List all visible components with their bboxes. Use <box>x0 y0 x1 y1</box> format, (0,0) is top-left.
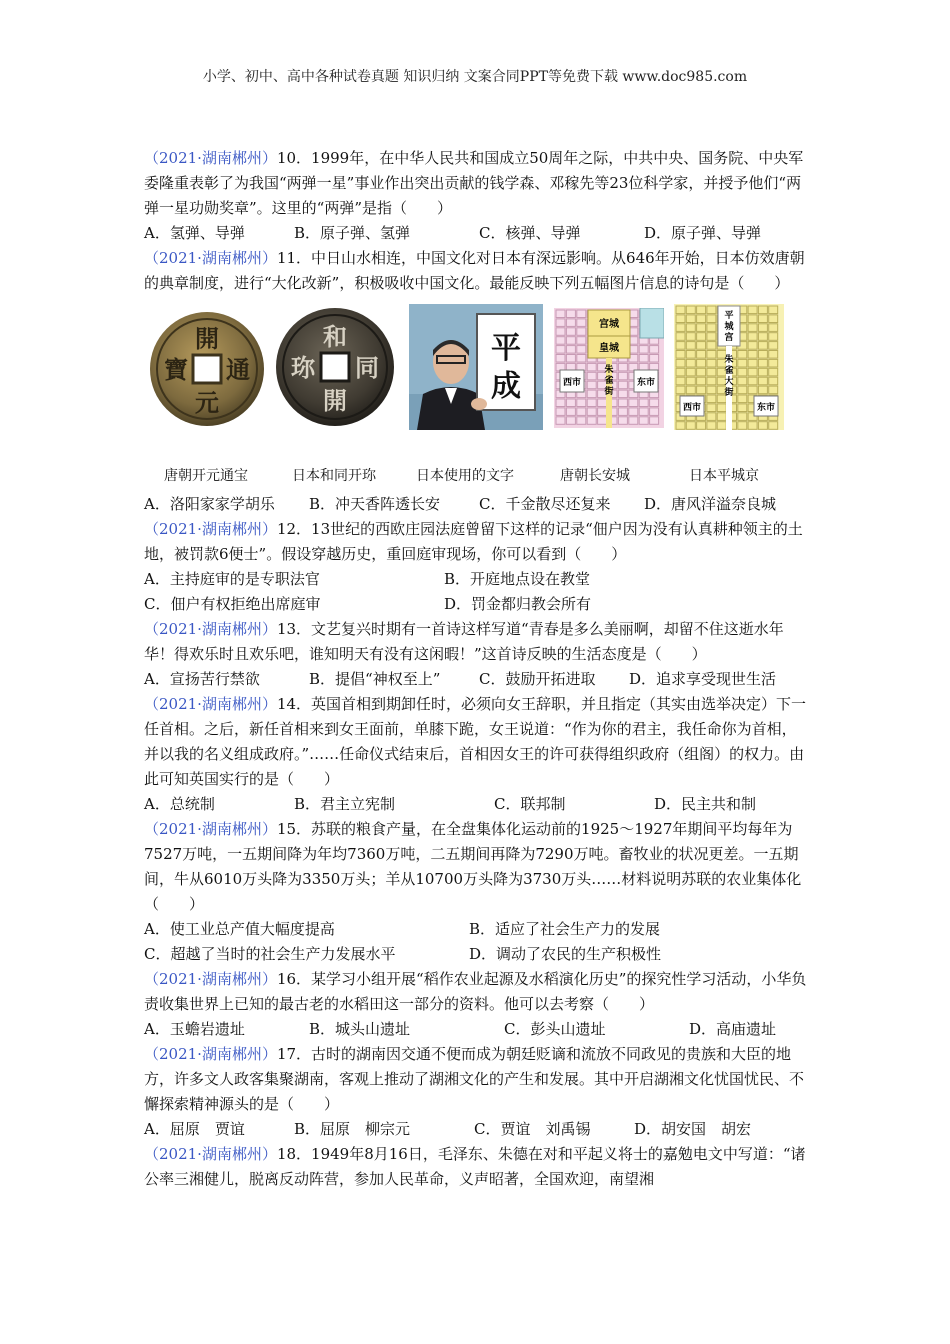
source-tag: （2021·湖南郴州） <box>144 1145 277 1163</box>
map-block <box>556 310 565 318</box>
map-label-char: 宫 <box>724 333 734 343</box>
source-tag: （2021·湖南郴州） <box>144 520 277 538</box>
map-block <box>577 408 586 416</box>
option-d: D．调动了农民的生产积极性 <box>469 945 662 963</box>
options-row <box>144 221 810 246</box>
map-block <box>738 395 747 403</box>
map-block <box>748 351 757 359</box>
source-tag: （2021·湖南郴州） <box>144 820 277 838</box>
option-d: D．民主共和制 <box>654 795 757 813</box>
map-label-char: 平 <box>724 311 734 321</box>
map-block <box>758 333 767 341</box>
map-block <box>738 386 747 394</box>
option-a: A．屈原 贾谊 <box>144 1120 245 1138</box>
option-a: A．洛阳家家学胡乐 <box>144 495 275 513</box>
caption: 唐朝长安城 <box>560 468 630 484</box>
map-block <box>707 413 716 421</box>
map-block <box>748 377 757 385</box>
map-block <box>738 404 747 412</box>
map-block <box>697 351 706 359</box>
option-a: A．主持庭审的是专职法官 <box>144 570 320 588</box>
options-row <box>144 1117 810 1142</box>
map-block <box>758 306 767 314</box>
sign-char: 平 <box>491 331 521 366</box>
map-block <box>707 306 716 314</box>
option-c: C．联邦制 <box>494 795 566 813</box>
options-grid <box>144 917 810 967</box>
map-block <box>676 359 685 367</box>
map-block <box>598 417 607 425</box>
map-block <box>697 342 706 350</box>
map-block <box>618 372 627 380</box>
caption: 日本和同开珎 <box>292 468 376 484</box>
map-block <box>587 363 596 371</box>
map-block <box>556 337 565 345</box>
option-a: A．氢弹、导弹 <box>144 224 245 242</box>
source-tag: （2021·湖南郴州） <box>144 149 277 167</box>
wadokaichin-coin-image <box>274 306 396 428</box>
question-text: 16．某学习小组开展“稻作农业起源及水稻演化历史”的探究性学习活动，小华负责收集世界上已知的最古老的水稻田这一部分的资料。他可以去考察（ ） <box>144 970 807 1013</box>
map-block <box>577 346 586 354</box>
option-b: B．开庭地点设在教堂 <box>444 570 591 588</box>
map-block <box>738 413 747 421</box>
map-block <box>697 377 706 385</box>
option-c: C．佃户有权拒绝出席庭审 <box>144 595 321 613</box>
source-tag: （2021·湖南郴州） <box>144 249 277 267</box>
map-block <box>769 333 778 341</box>
map-block <box>676 422 685 430</box>
question-15 <box>144 817 810 917</box>
map-block <box>707 324 716 332</box>
map-block <box>686 342 695 350</box>
question-18 <box>144 1142 810 1192</box>
map-block <box>707 333 716 341</box>
map-block <box>676 342 685 350</box>
map-block <box>556 319 565 327</box>
map-block <box>587 381 596 389</box>
map-block <box>650 346 659 354</box>
map-block <box>769 324 778 332</box>
map-block <box>650 355 659 363</box>
map-block <box>697 315 706 323</box>
map-block <box>686 351 695 359</box>
map-block <box>577 319 586 327</box>
option-c: C．贾谊 刘禹锡 <box>474 1120 591 1138</box>
option-c: C．彭头山遗址 <box>504 1020 606 1038</box>
option-b: B．君主立宪制 <box>294 795 396 813</box>
map-label-char: 街 <box>604 387 614 397</box>
changan-city-map <box>554 308 664 428</box>
map-block <box>556 399 565 407</box>
map-block <box>629 408 638 416</box>
map-block <box>618 390 627 398</box>
option-c: C．千金散尽还复来 <box>479 495 611 513</box>
option-d: D．胡安国 胡宏 <box>634 1120 752 1138</box>
map-block <box>717 413 726 421</box>
option-d: D．罚金都归教会所有 <box>444 595 592 613</box>
map-block <box>738 422 747 430</box>
source-tag: （2021·湖南郴州） <box>144 970 277 988</box>
option-b: B．适应了社会生产力的发展 <box>469 920 661 938</box>
question-13 <box>144 617 810 667</box>
coin-char: 珎 <box>291 353 315 382</box>
map-block <box>686 306 695 314</box>
question-11-images <box>144 304 810 454</box>
map-block <box>769 377 778 385</box>
coin-char: 開 <box>323 386 347 415</box>
map-block <box>566 399 575 407</box>
caption: 日本使用的文字 <box>416 468 514 484</box>
map-block <box>758 368 767 376</box>
map-block <box>707 386 716 394</box>
question-text: 11．中日山水相连，中国文化对日本有深远影响。从646年开始，日本仿效唐朝的典章制度，进行“大化改新”，积极吸收中国文化。最能反映下列五幅图片信息的诗句是（ ） <box>144 249 805 292</box>
question-text: 10．1999年，在中华人民共和国成立50周年之际，中共中央、国务院、中央军委隆重表彰了为我国“两弹一星”事业作出突出贡献的钱学森、邓稼先等23位科学家，并授予他们“两弹一星功勋奖章”。这里的“两弹”是指（ ） <box>144 149 804 217</box>
map-block <box>738 359 747 367</box>
map-block <box>566 310 575 318</box>
option-a: A．玉蟾岩遗址 <box>144 1020 245 1038</box>
source-tag: （2021·湖南郴州） <box>144 620 277 638</box>
question-17 <box>144 1042 810 1117</box>
map-block <box>577 355 586 363</box>
map-block <box>748 342 757 350</box>
map-block <box>566 337 575 345</box>
question-text: 17．古时的湖南因交通不便而成为朝廷贬谪和流放不同政见的贵族和大臣的地方，许多文人政客集聚湖南，客观上推动了湖湘文化的产生和发展。其中开启湖湘文化忧国忧民、不懈探索精神源头的是（ ） <box>144 1045 805 1113</box>
option-b: B．冲天香阵透长安 <box>309 495 441 513</box>
map-block <box>697 422 706 430</box>
option-a: A．使工业总产值大幅度提高 <box>144 920 335 938</box>
map-label: 西市 <box>682 403 702 413</box>
map-label: 西市 <box>562 378 582 388</box>
question-text: 14．英国首相到期卸任时，必须向女王辞职，并且指定（其实由选举决定）下一任首相。之后，新任首相来到女王面前，单膝下跪，女王说道：“作为你的君主，我任命你为首相，并以我的名义组成政府。”……任命仪式结束后，首相因女王的许可获得组织政府（组阁）的权力。由此可知英国实行的是（ ） <box>144 695 807 788</box>
map-block <box>686 359 695 367</box>
map-block <box>566 417 575 425</box>
map-block <box>758 342 767 350</box>
map-block <box>707 351 716 359</box>
map-block <box>758 324 767 332</box>
map-block <box>748 306 757 314</box>
map-block <box>577 337 586 345</box>
map-label: 东市 <box>636 378 656 388</box>
question-12 <box>144 517 810 567</box>
map-block <box>618 408 627 416</box>
options-grid <box>144 567 810 617</box>
option-d: D．唐风洋溢奈良城 <box>644 495 777 513</box>
map-label: 东市 <box>756 403 776 413</box>
map-block <box>676 306 685 314</box>
map-block <box>686 386 695 394</box>
map-label-char: 雀 <box>724 366 734 376</box>
map-block <box>598 399 607 407</box>
question-11 <box>144 246 810 296</box>
option-a: A．总统制 <box>144 795 215 813</box>
map-block <box>697 359 706 367</box>
option-b: B．原子弹、氢弹 <box>294 224 411 242</box>
map-block <box>676 351 685 359</box>
map-block <box>650 417 659 425</box>
map-block <box>769 306 778 314</box>
source-tag: （2021·湖南郴州） <box>144 1045 277 1063</box>
map-block <box>748 422 757 430</box>
map-block <box>686 377 695 385</box>
options-row <box>144 792 810 817</box>
option-b: B．提倡“神权至上” <box>309 670 441 688</box>
map-block <box>676 333 685 341</box>
option-c: C．核弹、导弹 <box>479 224 581 242</box>
map-vertical-label <box>603 363 613 397</box>
map-block <box>587 372 596 380</box>
map-block <box>748 324 757 332</box>
map-block <box>676 377 685 385</box>
map-block <box>676 324 685 332</box>
source-tag: （2021·湖南郴州） <box>144 695 277 713</box>
map-block <box>686 422 695 430</box>
map-block <box>566 346 575 354</box>
map-block <box>748 333 757 341</box>
map-block <box>577 310 586 318</box>
map-block <box>758 377 767 385</box>
map-block <box>556 408 565 416</box>
map-block <box>639 355 648 363</box>
map-block <box>587 417 596 425</box>
sign-char: 成 <box>491 369 521 404</box>
map-block <box>769 359 778 367</box>
coin-char: 通 <box>226 355 250 384</box>
exam-content <box>144 146 810 1192</box>
map-block <box>618 417 627 425</box>
map-block <box>707 377 716 385</box>
map-block <box>618 399 627 407</box>
map-block <box>598 408 607 416</box>
map-label-char: 大 <box>724 377 734 387</box>
map-block <box>738 377 747 385</box>
options-row <box>144 667 810 692</box>
map-block <box>748 359 757 367</box>
map-block <box>748 368 757 376</box>
coin-char: 開 <box>195 324 219 353</box>
map-block <box>769 422 778 430</box>
map-block <box>758 315 767 323</box>
map-block <box>639 346 648 354</box>
map-label: 宫城 <box>599 319 619 330</box>
map-block <box>577 417 586 425</box>
question-16 <box>144 967 810 1017</box>
map-vertical-label <box>724 309 734 343</box>
option-c: C．超越了当时的社会生产力发展水平 <box>144 945 396 963</box>
options-row <box>144 492 810 517</box>
coin-char: 寶 <box>164 355 188 384</box>
map-block <box>629 417 638 425</box>
map-block <box>676 315 685 323</box>
question-text: 18．1949年8月16日，毛泽东、朱德在对和平起义将士的嘉勉电文中写道：“诸公率三湘健儿，脱离反动阵营，参加人民革命，义声昭著，全国欢迎，南望湘 <box>144 1145 806 1188</box>
map-block <box>556 328 565 336</box>
question-text: 12．13世纪的西欧庄园法庭曾留下这样的记录“佃户因为没有认真耕种领主的土地，被罚款6便士”。假设穿越历史，重回庭审现场，你可以看到（ ） <box>144 520 803 563</box>
map-block <box>769 315 778 323</box>
coin-char: 元 <box>195 388 219 417</box>
caption: 日本平城京 <box>689 468 759 484</box>
map-block <box>717 422 726 430</box>
option-b: B．城头山遗址 <box>309 1020 411 1038</box>
heisei-announcement-image <box>409 304 543 430</box>
map-vertical-label <box>723 353 733 398</box>
map-block <box>556 355 565 363</box>
page-header: 小学、初中、高中各种试卷真题 知识归纳 文案合同PPT等免费下载 www.doc985.com <box>202 69 748 85</box>
map-block <box>738 368 747 376</box>
option-c: C．鼓励开拓进取 <box>479 670 596 688</box>
map-block <box>707 342 716 350</box>
map-block <box>566 328 575 336</box>
question-14 <box>144 692 810 792</box>
question-text: 15．苏联的粮食产量，在全盘集体化运动前的1925～1927年期间平均每年为7527万吨，一五期间降为年均7360万吨，二五期间再降为7290万吨。畜牧业的状况更差。一五期间，牛从6010万头降为3350万头；羊从10700万头降为3730万头……材料说明苏联的农业集体化（ ） <box>144 820 802 913</box>
map-block <box>556 346 565 354</box>
option-d: D．高庙遗址 <box>689 1020 777 1038</box>
map-block <box>697 324 706 332</box>
map-block <box>577 328 586 336</box>
map-block <box>758 386 767 394</box>
map-block <box>577 399 586 407</box>
map-label: 皇城 <box>599 343 619 354</box>
map-block <box>697 368 706 376</box>
map-block <box>707 315 716 323</box>
heijokyo-city-map <box>674 304 784 430</box>
map-block <box>748 315 757 323</box>
map-block <box>738 351 747 359</box>
map-block <box>686 368 695 376</box>
map-block <box>707 422 716 430</box>
map-block <box>707 368 716 376</box>
map-block <box>629 399 638 407</box>
map-block <box>769 351 778 359</box>
map-block <box>618 381 627 389</box>
option-b: B．屈原 柳宗元 <box>294 1120 411 1138</box>
map-block <box>769 386 778 394</box>
option-d: D．追求享受现世生活 <box>629 670 777 688</box>
coin-char: 和 <box>323 322 347 351</box>
map-block <box>686 324 695 332</box>
options-row <box>144 1017 810 1042</box>
map-block <box>758 351 767 359</box>
question-10 <box>144 146 810 221</box>
caption: 唐朝开元通宝 <box>164 468 248 484</box>
map-block <box>566 319 575 327</box>
map-block <box>587 399 596 407</box>
map-block <box>639 408 648 416</box>
map-block <box>748 386 757 394</box>
map-label-char: 朱 <box>604 365 614 375</box>
map-block <box>639 417 648 425</box>
map-block <box>697 306 706 314</box>
map-block <box>676 386 685 394</box>
option-d: D．原子弹、导弹 <box>644 224 762 242</box>
map-block <box>707 395 716 403</box>
option-a: A．宣扬苦行禁欲 <box>144 670 260 688</box>
map-block <box>566 355 575 363</box>
kaiyuan-coin-image <box>148 310 266 428</box>
map-block <box>769 342 778 350</box>
map-block <box>707 404 716 412</box>
map-block <box>676 368 685 376</box>
map-block <box>697 386 706 394</box>
map-block <box>707 359 716 367</box>
image-captions <box>144 464 810 492</box>
map-block <box>769 368 778 376</box>
map-label-char: 雀 <box>604 376 614 386</box>
map-block <box>717 404 726 412</box>
map-block <box>758 359 767 367</box>
map-block <box>566 408 575 416</box>
map-label-char: 朱 <box>724 355 734 365</box>
map-block <box>697 333 706 341</box>
map-block <box>686 333 695 341</box>
map-block <box>639 399 648 407</box>
map-block <box>758 422 767 430</box>
map-block <box>587 408 596 416</box>
map-block <box>587 390 596 398</box>
map-block <box>618 363 627 371</box>
map-block <box>650 399 659 407</box>
map-block <box>686 315 695 323</box>
question-text: 13．文艺复兴时期有一首诗这样写道“青春是多么美丽啊，却留不住这逝水年华！得欢乐时且欢乐吧，谁知明天有没有这闲暇！”这首诗反映的生活态度是（ ） <box>144 620 784 663</box>
map-block <box>556 417 565 425</box>
map-label-char: 城 <box>724 322 734 332</box>
map-block <box>650 408 659 416</box>
coin-char: 同 <box>355 353 379 382</box>
map-label-char: 街 <box>724 388 734 398</box>
